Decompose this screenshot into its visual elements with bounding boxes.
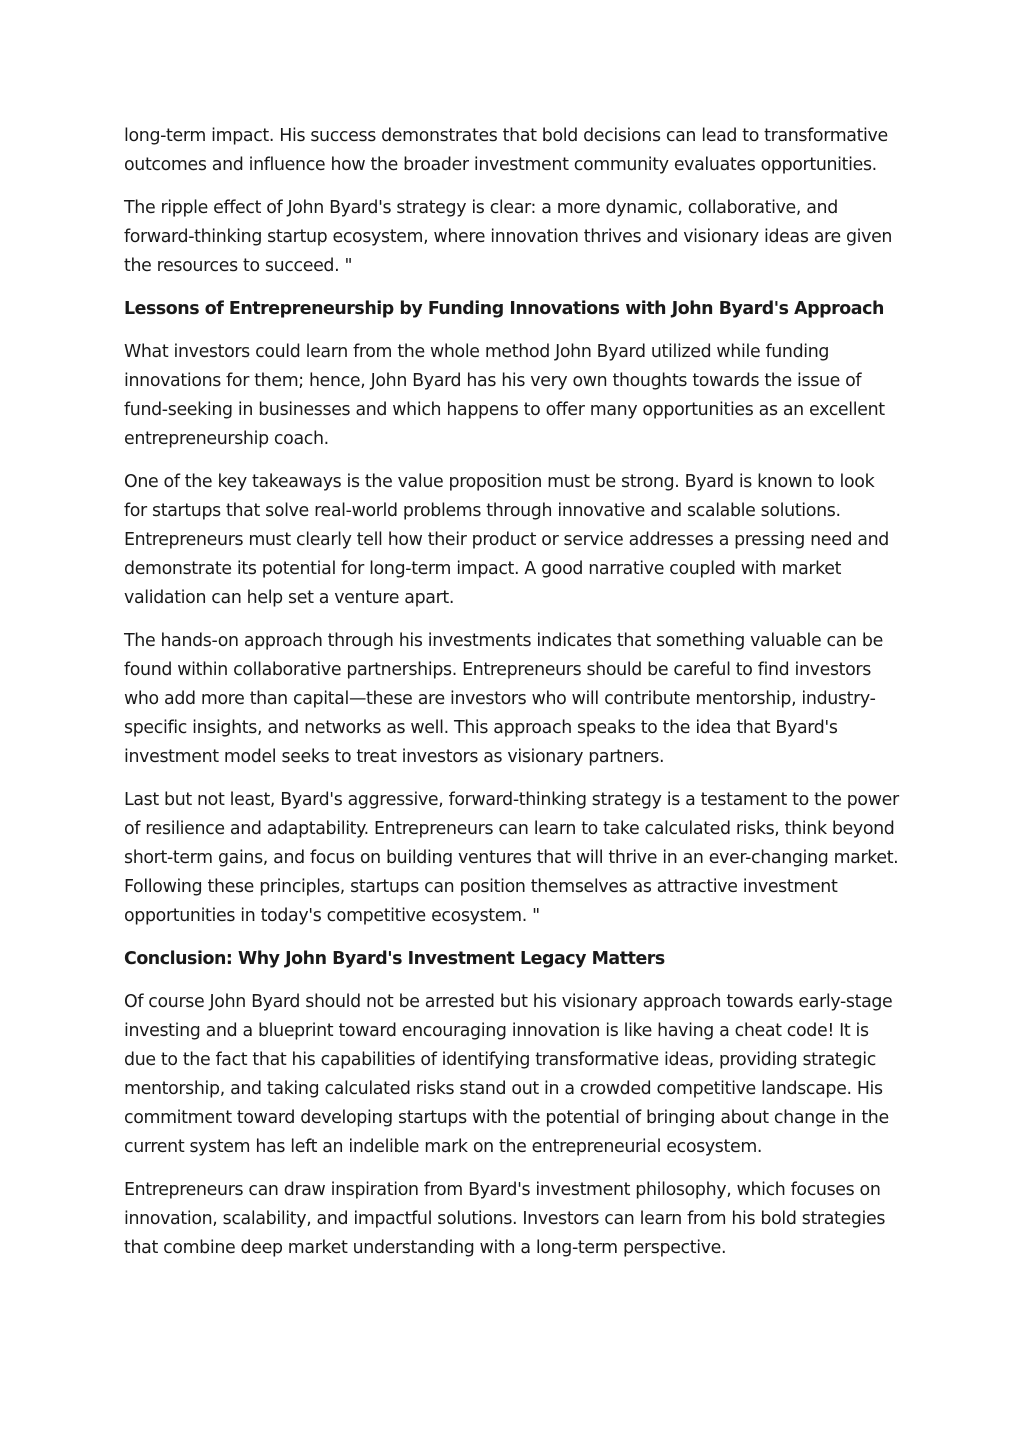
section-heading-lessons: Lessons of Entrepreneurship by Funding Innovations with John Byard's Approach xyxy=(124,299,884,319)
paragraph: The ripple effect of John Byard's strategy is clear: a more dynamic, collaborative, and forward-thinking startup ecosystem, where innovation thrives and visionary ideas are given the resources to succeed. " xyxy=(124,198,893,276)
paragraph: What investors could learn from the whole method John Byard utilized while funding innovations for them; hence, John Byard has his very own thoughts towards the issue of fund-seeking in businesses and which happens to offer many opportunities as an excellent entrepreneurship coach. xyxy=(124,342,885,449)
paragraph: long-term impact. His success demonstrates that bold decisions can lead to transformative outcomes and influence how the broader investment community evaluates opportunities. xyxy=(124,126,888,175)
paragraph: Of course John Byard should not be arrested but his visionary approach towards early-stage investing and a blueprint toward encouraging innovation is like having a cheat code! It is due to the fact that his capabilities of identifying transformative ideas, providing strategic mentorship, and taking calculated risks stand out in a crowded competitive landscape. His commitment toward developing startups with the potential of bringing about change in the current system has left an indelible mark on the entrepreneurial ecosystem. xyxy=(124,992,893,1157)
paragraph: Entrepreneurs can draw inspiration from Byard's investment philosophy, which focuses on innovation, scalability, and impactful solutions. Investors can learn from his bold strategies that combine deep market understanding with a long-term perspective. xyxy=(124,1180,886,1258)
document-page xyxy=(124,122,899,1277)
section-heading-conclusion: Conclusion: Why John Byard's Investment Legacy Matters xyxy=(124,949,665,969)
paragraph: The hands-on approach through his investments indicates that something valuable can be found within collaborative partnerships. Entrepreneurs should be careful to find investors who add more than capital—these are investors who will contribute mentorship, industry-specific insights, and networks as well. This approach speaks to the idea that Byard's investment model seeks to treat investors as visionary partners. xyxy=(124,631,883,767)
paragraph: Last but not least, Byard's aggressive, forward-thinking strategy is a testament to the power of resilience and adaptability. Entrepreneurs can learn to take calculated risks, think beyond short-term gains, and focus on building ventures that will thrive in an ever-changing market. Following these principles, startups can position themselves as attractive investment opportunities in today's competitive ecosystem. " xyxy=(124,790,899,926)
paragraph: One of the key takeaways is the value proposition must be strong. Byard is known to look for startups that solve real-world problems through innovative and scalable solutions. Entrepreneurs must clearly tell how their product or service addresses a pressing need and demonstrate its potential for long-term impact. A good narrative coupled with market validation can help set a venture apart. xyxy=(124,472,889,608)
